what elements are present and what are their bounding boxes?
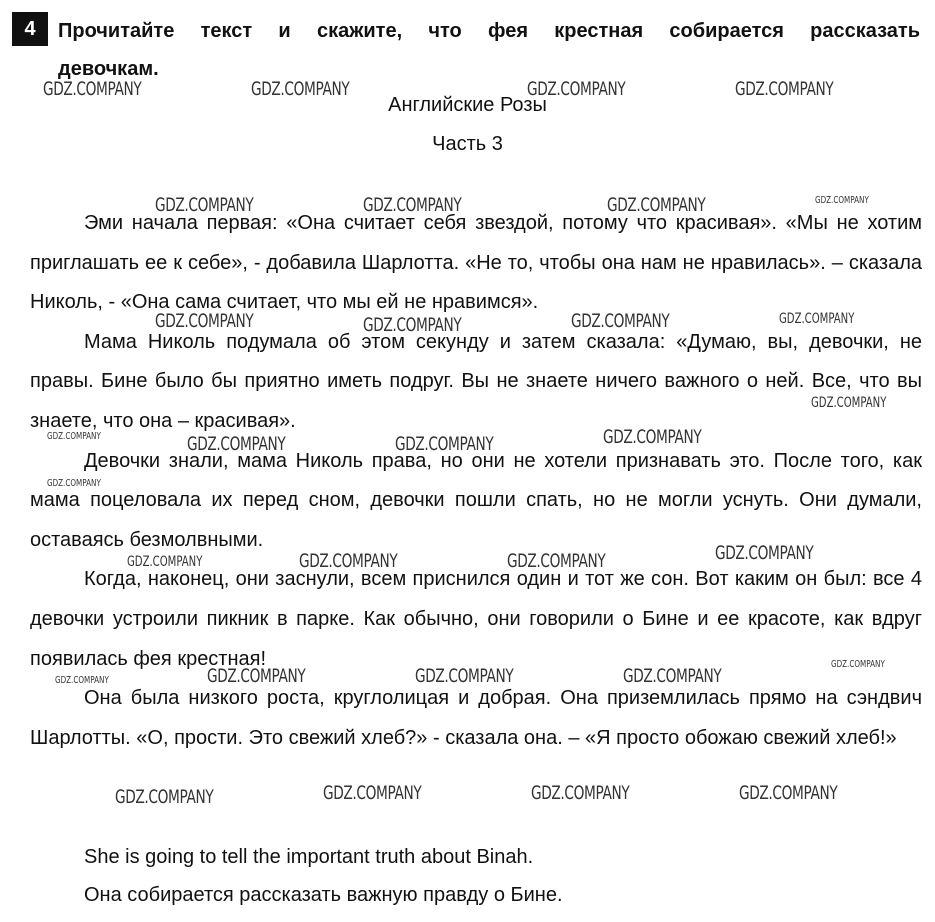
watermark: GDZ.COMPANY <box>363 314 462 336</box>
watermark: GDZ.COMPANY <box>623 665 722 687</box>
story-title: Английские Розы <box>388 94 547 116</box>
watermark: GDZ.COMPANY <box>115 786 214 808</box>
watermark: GDZ.COMPANY <box>187 433 286 455</box>
story-paragraph: Она была низкого роста, круглолицая и добрая. Она приземлилась прямо на сэндвич Шарлотты. «О, прости. Это свежий хлеб?» - сказала она. – «Я просто обожаю свежий хлеб!» <box>30 687 922 749</box>
watermark: GDZ.COMPANY <box>155 310 254 332</box>
watermark: GDZ.COMPANY <box>603 426 702 448</box>
watermark: GDZ.COMPANY <box>531 782 630 804</box>
story-paragraph: Мама Николь подумала об этом секунду и затем сказала: «Думаю, вы, девочки, не правы. Бине было бы приятно иметь подруг. Вы не знаете ничего важного о ней. Все, что вы знаете, что она – красивая». <box>30 330 922 432</box>
watermark: GDZ.COMPANY <box>607 194 706 216</box>
story-paragraph: Когда, наконец, они заснули, всем приснился один и тот же сон. Вот каким он был: все 4 девочки устроили пикник в парке. Как обычно, они говорили о Бине и ее красоте, как вдруг появилась фея крестная! <box>30 568 922 670</box>
watermark: GDZ.COMPANY <box>43 78 142 100</box>
story-paragraph: Эми начала первая: «Она считает себя звездой, потому что красивая». «Мы не хотим приглашать ее к себе», - добавила Шарлотта. «Не то, чтобы она нам не нравилась». – сказала Николь, - «Она сама считает, что мы ей не нравимся». <box>30 212 922 314</box>
answer-russian: Она собирается рассказать важную правду о Бине. <box>84 884 563 906</box>
watermark: GDZ.COMPANY <box>363 194 462 216</box>
task-instruction-line-2: девочкам. <box>58 58 159 80</box>
watermark: GDZ.COMPANY <box>811 395 887 411</box>
watermark: GDZ.COMPANY <box>395 433 494 455</box>
watermark: GDZ.COMPANY <box>207 665 306 687</box>
watermark: GDZ.COMPANY <box>571 310 670 332</box>
watermark: GDZ.COMPANY <box>251 78 350 100</box>
watermark: GDZ.COMPANY <box>299 550 398 572</box>
answer-english: She is going to tell the important truth about Binah. <box>84 846 534 868</box>
task-number-badge: 4 <box>12 12 48 46</box>
watermark: GDZ.COMPANY <box>47 478 101 489</box>
story-paragraph: Девочки знали, мама Николь права, но они не хотели признавать это. После того, как мама поцеловала их перед сном, девочки пошли спать, но не могли уснуть. Они думали, оставаясь безмолвными. <box>30 449 922 551</box>
watermark: GDZ.COMPANY <box>779 311 855 327</box>
watermark: GDZ.COMPANY <box>715 542 814 564</box>
task-instruction <box>58 12 920 88</box>
watermark: GDZ.COMPANY <box>739 782 838 804</box>
watermark: GDZ.COMPANY <box>47 431 101 442</box>
watermark: GDZ.COMPANY <box>127 554 203 570</box>
watermark: GDZ.COMPANY <box>55 675 109 686</box>
watermark: GDZ.COMPANY <box>415 665 514 687</box>
watermark: GDZ.COMPANY <box>323 782 422 804</box>
watermark: GDZ.COMPANY <box>527 78 626 100</box>
watermark: GDZ.COMPANY <box>735 78 834 100</box>
task-instruction-line-1: Прочитайте текст и скажите, что фея крестная собирается рассказать <box>58 20 920 42</box>
watermark: GDZ.COMPANY <box>155 194 254 216</box>
story-part: Часть 3 <box>432 133 503 155</box>
watermark: GDZ.COMPANY <box>815 195 869 206</box>
watermark: GDZ.COMPANY <box>507 550 606 572</box>
watermark: GDZ.COMPANY <box>831 659 885 670</box>
